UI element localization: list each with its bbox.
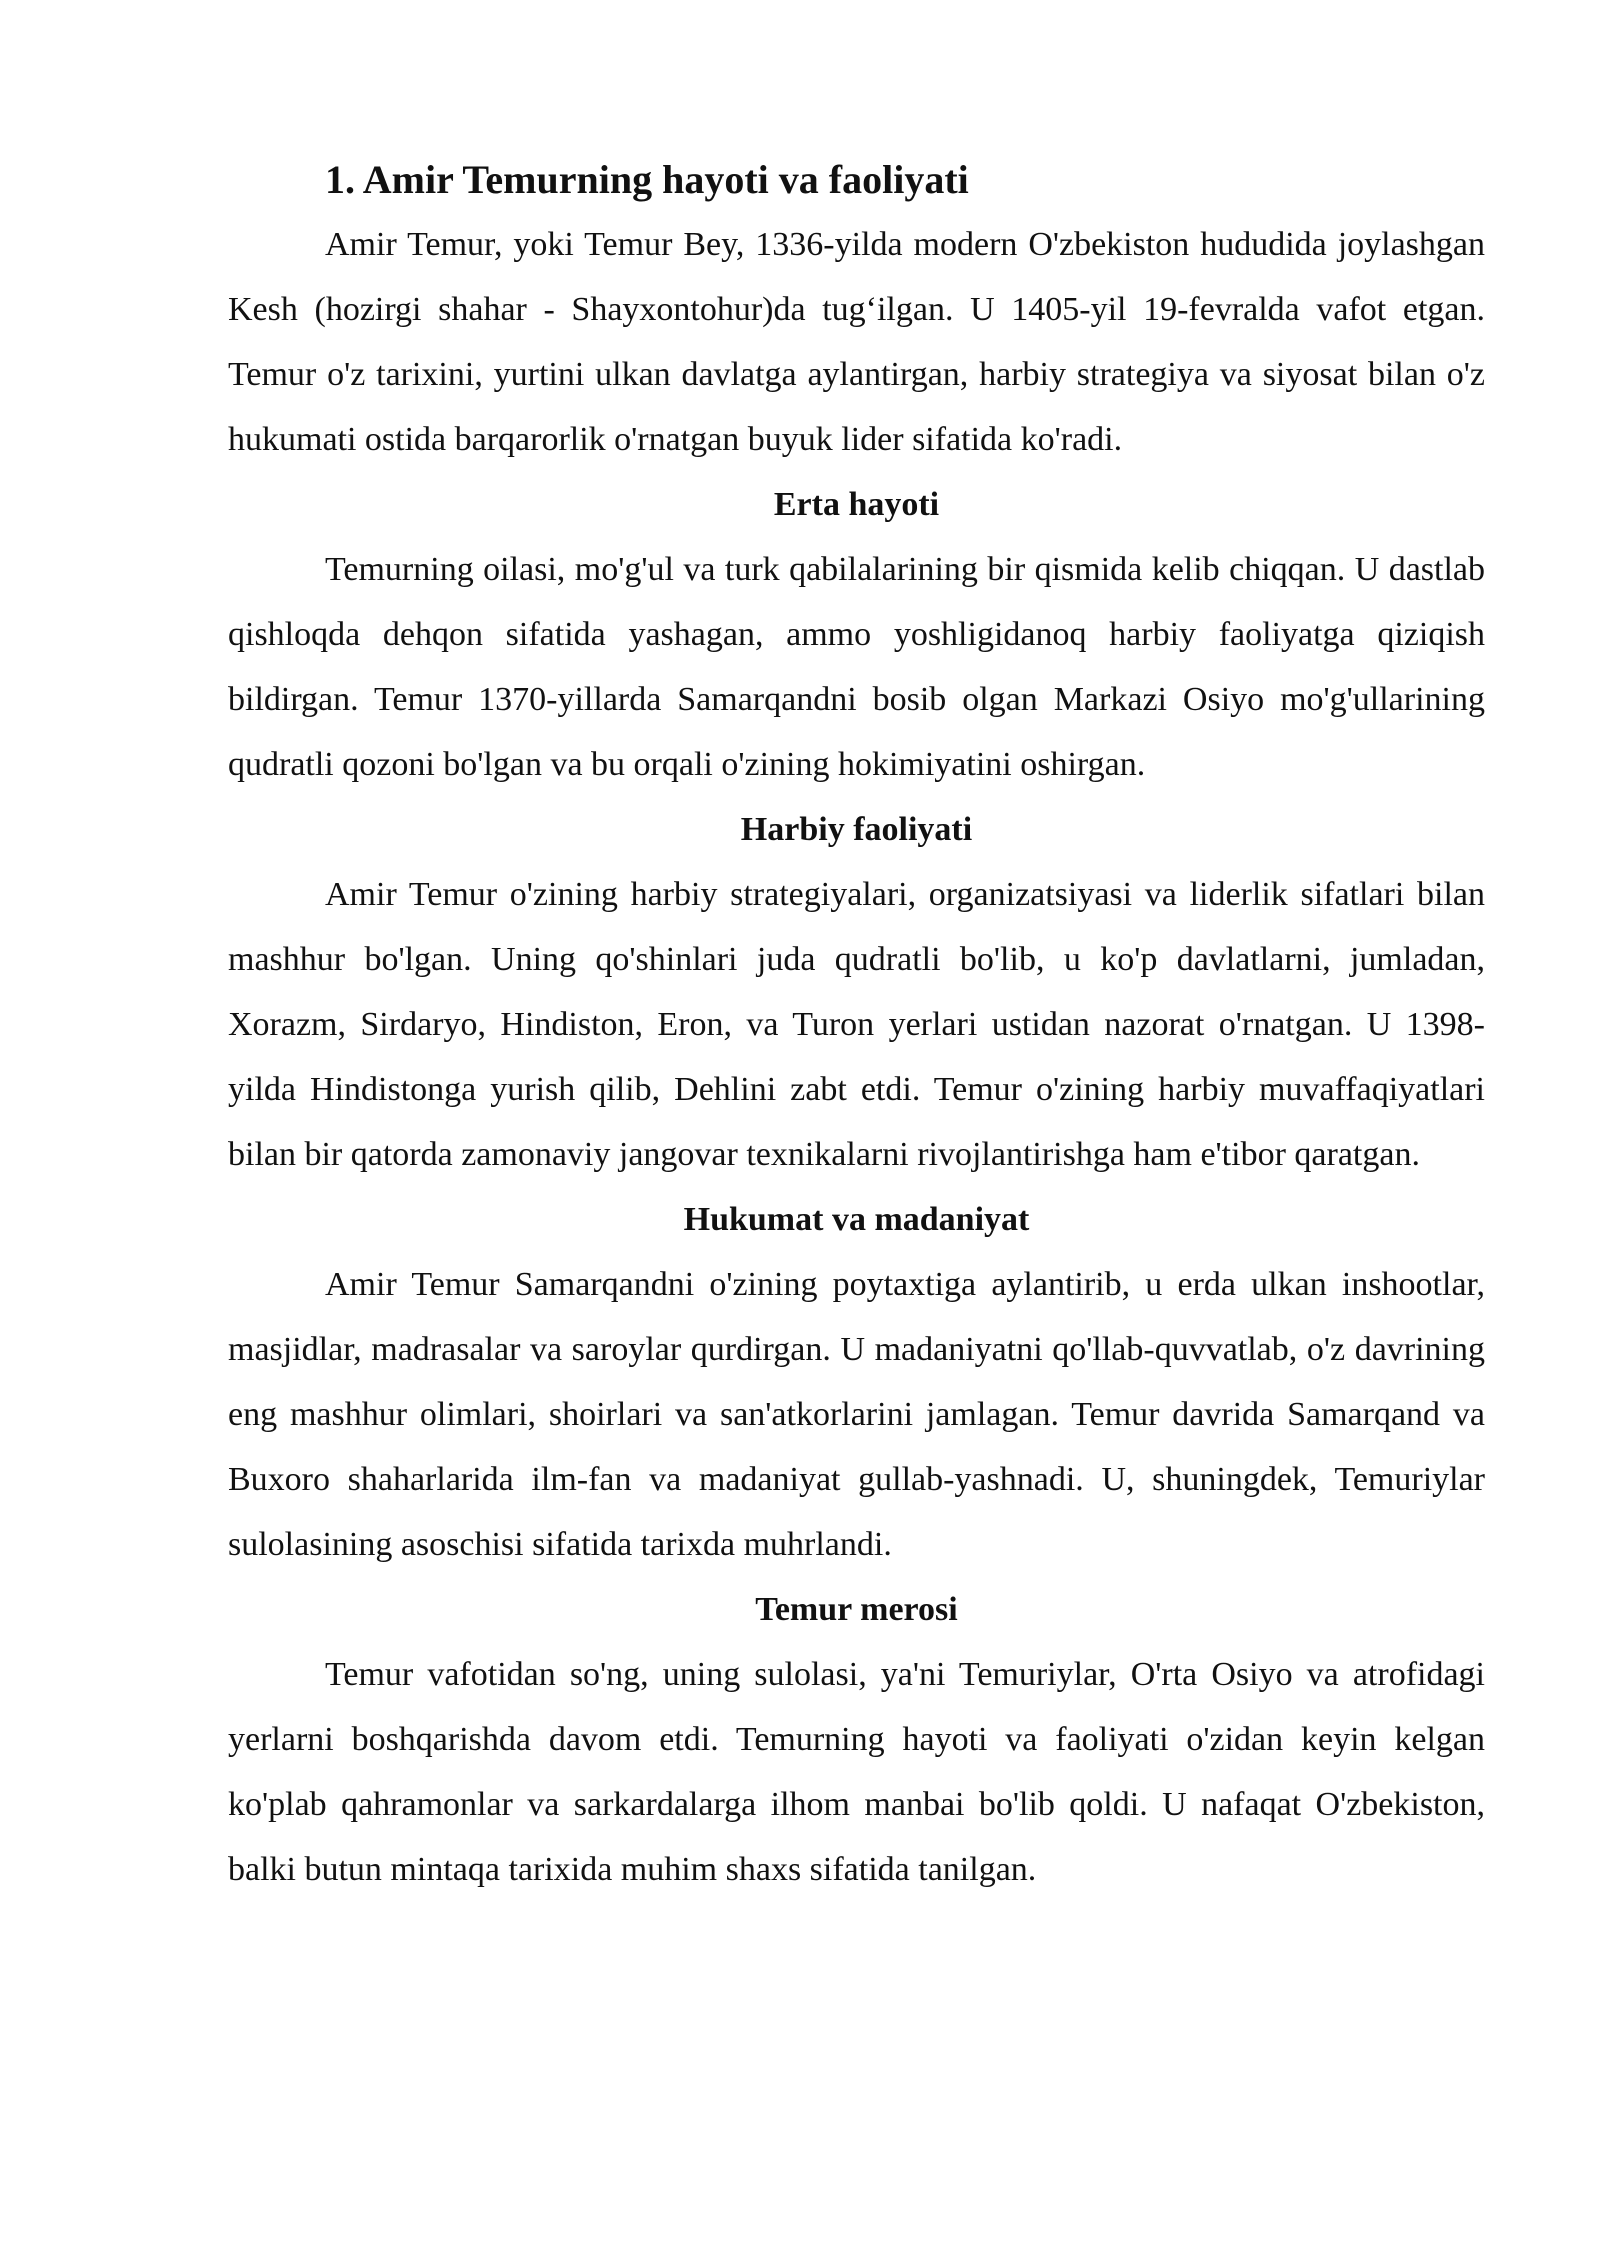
section-paragraph-hukumat-va-madaniyat: Amir Temur Samarqandni o'zining poytaxtiga aylantirib, u erda ulkan inshootlar, masjidlar, madrasalar va saroylar qurdirgan. U madaniyatni qo'llab-quvvatlab, o'z davrining eng mashhur olimlari, shoirlari va san'atkorlarini jamlagan. Temur davrida Samarqand va Buxoro shaharlarida ilm-fan va madaniyat gullab-yashnadi. U, shuningdek, Temuriylar sulolasining asoschisi sifatida tarixda muhrlandi. bbox=[228, 1266, 1485, 1563]
intro-paragraph: Amir Temur, yoki Temur Bey, 1336-yilda modern O'zbekiston hududida joylashgan Kesh (hozirgi shahar - Shayxontohur)da tug‘ilgan. U 1405-yil 19-fevralda vafot etgan. Temur o'z tarixini, yurtini ulkan davlatga aylantirgan, harbiy strategiya va siyosat bilan o'z hukumati ostida barqarorlik o'rnatgan buyuk lider sifatida ko'radi. bbox=[228, 226, 1485, 458]
section-paragraph-erta-hayoti: Temurning oilasi, mo'g'ul va turk qabilalarining bir qismida kelib chiqqan. U dastlab qishloqda dehqon sifatida yashagan, ammo yoshligidanoq harbiy faoliyatga qiziqish bildirgan. Temur 1370-yillarda Samarqandni bosib olgan Markazi Osiyo mo'g'ullarining qudratli qozoni bo'lgan va bu orqali o'zining hokimiyatini oshirgan. bbox=[228, 551, 1485, 783]
section-heading-harbiy-faoliyati: Harbiy faoliyati bbox=[740, 811, 973, 848]
section-heading-hukumat-va-madaniyat: Hukumat va madaniyat bbox=[683, 1201, 1030, 1238]
section-paragraph-temur-merosi: Temur vafotidan so'ng, uning sulolasi, ya'ni Temuriylar, O'rta Osiyo va atrofidagi yerlarni boshqarishda davom etdi. Temurning hayoti va faoliyati o'zidan keyin kelgan ko'plab qahramonlar va sarkardalarga ilhom manbai bo'lib qoldi. U nafaqat O'zbekiston, balki butun mintaqa tarixida muhim shaxs sifatida tanilgan. bbox=[228, 1656, 1485, 1888]
document-title: 1. Amir Temurning hayoti va faoliyati bbox=[325, 157, 969, 202]
document-body bbox=[228, 148, 1485, 1902]
section-heading-temur-merosi: Temur merosi bbox=[755, 1591, 958, 1628]
section-paragraph-harbiy-faoliyati: Amir Temur o'zining harbiy strategiyalari, organizatsiyasi va liderlik sifatlari bilan mashhur bo'lgan. Uning qo'shinlari juda qudratli bo'lib, u ko'p davlatlarni, jumladan, Xorazm, Sirdaryo, Hindiston, Eron, va Turon yerlari ustidan nazorat o'rnatgan. U 1398-yilda Hindistonga yurish qilib, Dehlini zabt etdi. Temur o'zining harbiy muvaffaqiyatlari bilan bir qatorda zamonaviy jangovar texnikalarni rivojlantirishga ham e'tibor qaratgan. bbox=[228, 876, 1485, 1173]
section-heading-erta-hayoti: Erta hayoti bbox=[773, 486, 940, 523]
